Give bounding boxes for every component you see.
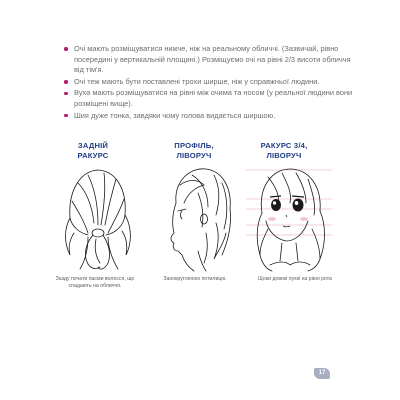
note-item — [64, 44, 356, 76]
back-view-caption: Зазду почати пасми волосся, що спадають на обличчя. — [55, 276, 135, 289]
bullet-dot-icon — [64, 92, 68, 96]
three-quarter-view-caption: Щоки довокі пухкі на рівні рота — [258, 276, 332, 282]
profile-view-title — [159, 141, 229, 161]
bullet-dot-icon — [64, 114, 68, 118]
note-text: Шия дуже тонка, завдяки чому голова видається ширшою. — [74, 110, 276, 120]
title-line: ЛІВОРУЧ — [176, 151, 212, 160]
title-line: РАКУРС — [77, 151, 109, 160]
three-quarter-view-drawing — [246, 163, 332, 273]
title-line: ПРОФІЛЬ, — [174, 141, 214, 150]
profile-view-drawing — [158, 163, 238, 273]
back-view-title — [58, 141, 128, 161]
title-line: ЛІВОРУЧ — [266, 151, 302, 160]
note-text: Очі мають розміщуватися нижче, ніж на реальному обличчі. (Зазвичай, рівно посередині у вертикальній площині.) Розміщуємо очі на рівні 2/3 висоти обличчя від тім'я. — [74, 44, 351, 75]
back-view-drawing — [58, 163, 136, 273]
bullet-dot-icon — [64, 47, 68, 51]
note-item — [64, 77, 356, 88]
bullet-dot-icon — [64, 80, 68, 84]
note-text: Вуха мають розміщуватися на рівні між очима та носом (у реальної людини вони розміщені вище). — [74, 88, 353, 108]
title-line: ЗАДНІЙ — [77, 141, 109, 150]
guide-lines — [246, 170, 332, 235]
three-quarter-view-title — [249, 141, 319, 161]
notes-list — [64, 44, 356, 122]
note-text: Очі теж мають бути поставлені трохи ширше, ніж у справжньої людини. — [74, 76, 320, 86]
title-line: РАКУРС 3/4, — [260, 141, 308, 150]
note-item — [64, 88, 356, 109]
profile-view-caption: Занокругленою потилицю. — [163, 276, 227, 282]
page-number: 17 — [314, 368, 330, 379]
note-item — [64, 111, 356, 122]
